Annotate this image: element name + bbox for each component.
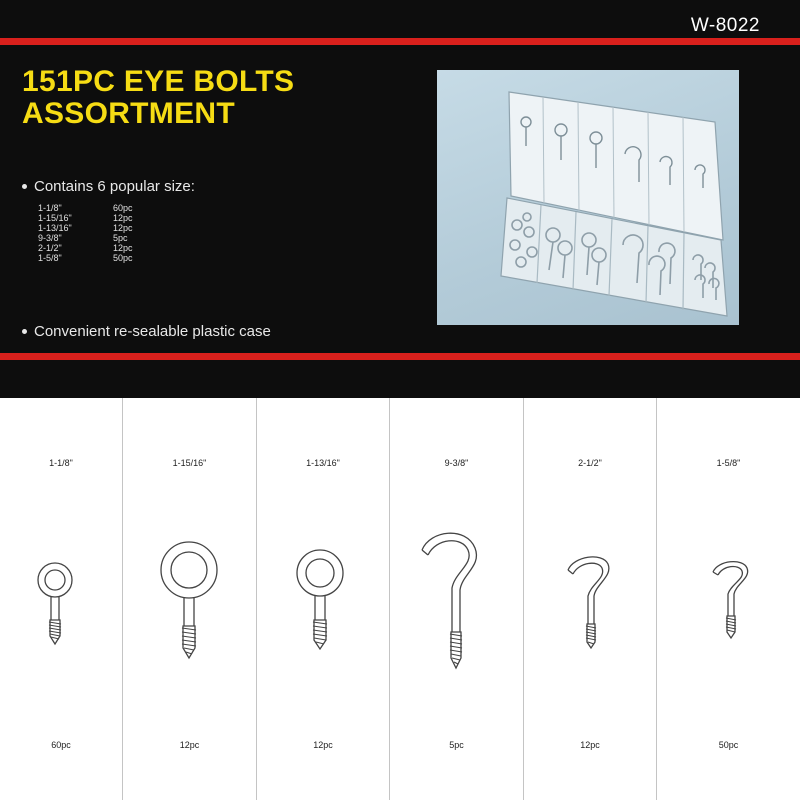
size-row <box>38 203 198 213</box>
size-qty: 50pc <box>113 253 133 263</box>
size-value: 2-1/2" <box>38 243 62 253</box>
size-row <box>38 213 198 223</box>
size-row <box>38 253 198 263</box>
top-red-line <box>0 38 800 45</box>
panel-qty-label: 12pc <box>179 740 200 750</box>
size-panel <box>0 398 123 800</box>
size-value: 1-1/8" <box>38 203 62 213</box>
panel-qty-label: 60pc <box>51 740 71 750</box>
model-number: W-8022 <box>690 15 760 36</box>
size-row <box>38 243 198 253</box>
size-qty: 12pc <box>113 223 133 233</box>
contains-bullet <box>22 178 195 195</box>
panel-size-label: 1-5/8" <box>716 458 741 468</box>
screw-hook-icon <box>390 518 524 678</box>
plastic-case-illustration <box>437 70 739 325</box>
product-photo <box>437 70 739 325</box>
bullet-dot-icon <box>22 329 27 334</box>
size-panels <box>0 398 800 800</box>
size-value: 1-5/8" <box>38 253 62 263</box>
size-value: 1-15/16" <box>38 213 72 223</box>
bullet-dot-icon <box>22 184 27 189</box>
bottom-red-line <box>0 353 800 360</box>
size-panel <box>390 398 524 800</box>
panel-qty-label: 12pc <box>313 740 333 750</box>
eye-bolt-icon <box>0 518 123 678</box>
product-title <box>22 66 294 130</box>
title-line-2: ASSORTMENT <box>22 97 235 130</box>
size-qty: 12pc <box>113 243 133 253</box>
size-qty: 60pc <box>113 203 133 213</box>
header-banner <box>0 0 800 398</box>
title-line-1: 151PC EYE BOLTS <box>22 65 295 98</box>
panel-size-label: 9-3/8" <box>444 458 469 468</box>
size-panel <box>123 398 257 800</box>
size-list <box>38 203 198 263</box>
size-qty: 5pc <box>113 233 128 243</box>
screw-hook-icon <box>524 518 657 678</box>
panel-qty-label: 12pc <box>580 740 600 750</box>
contains-label: Contains 6 popular size: <box>34 178 195 195</box>
screw-hook-icon <box>657 518 800 678</box>
panel-qty-label: 5pc <box>449 740 464 750</box>
size-panel <box>657 398 800 800</box>
size-value: 9-3/8" <box>38 233 62 243</box>
panel-size-label: 2-1/2" <box>578 458 602 468</box>
size-panel <box>524 398 657 800</box>
panel-size-label: 1-13/16" <box>306 458 340 468</box>
case-label: Convenient re-sealable plastic case <box>34 323 271 340</box>
eye-bolt-icon <box>257 518 390 678</box>
size-qty: 12pc <box>113 213 133 223</box>
size-row <box>38 233 198 243</box>
panel-size-label: 1-1/8" <box>49 458 73 468</box>
size-value: 1-13/16" <box>38 223 72 233</box>
size-row <box>38 223 198 233</box>
panel-qty-label: 50pc <box>718 740 739 750</box>
size-panel <box>257 398 390 800</box>
panel-size-label: 1-15/16" <box>172 458 207 468</box>
eye-bolt-icon <box>123 518 257 678</box>
case-bullet <box>22 323 271 340</box>
